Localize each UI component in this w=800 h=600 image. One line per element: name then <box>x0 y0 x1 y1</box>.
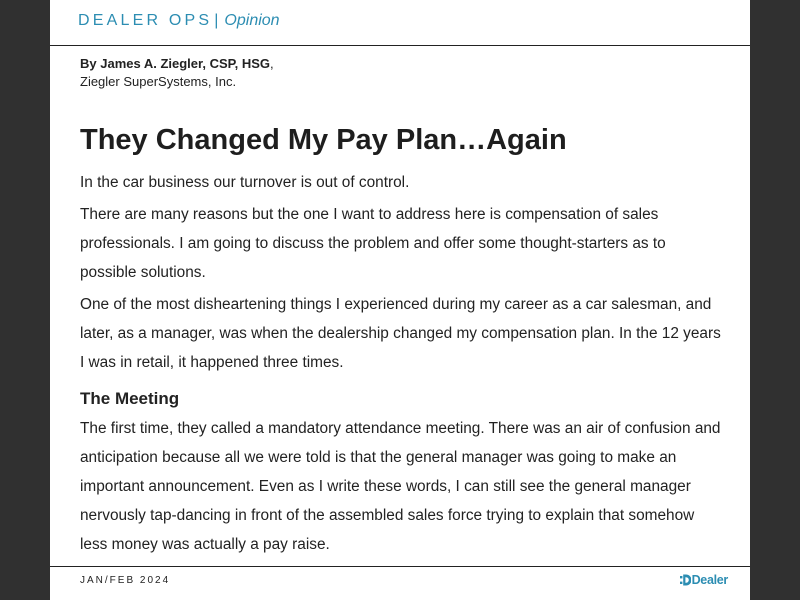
header-rule <box>50 45 750 46</box>
section-header <box>78 12 280 34</box>
issue-date: JAN/FEB 2024 <box>80 575 171 586</box>
header-separator: | <box>214 12 219 29</box>
byline <box>80 55 274 91</box>
author-name: By James A. Ziegler, CSP, HSG <box>80 56 271 71</box>
article-paragraph: There are many reasons but the one I want to address here is compensation of sales professionals. I am going to discuss the problem and offer some thought-starters as to possible solutions. <box>80 206 666 281</box>
article-paragraph: In the car business our turnover is out of control. <box>80 174 410 191</box>
article-paragraph: The first time, they called a mandatory attendance meeting. There was an air of confusion and anticipation because all we were told is that the general manager was going to make an important announcement. Even as I write these words, I can still see the general manager nervously tap-dancing in front of the assembled sales force trying to explain that somehow less money was actually a pay raise. <box>80 420 721 553</box>
author-company: Ziegler SuperSystems, Inc. <box>80 74 237 89</box>
article-subhead: The Meeting <box>80 389 180 408</box>
author-suffix: , <box>270 56 274 71</box>
magazine-page <box>50 0 750 600</box>
section-name: DEALER OPS <box>78 12 213 29</box>
dealer-logo <box>680 573 728 587</box>
footer-rule <box>50 566 750 567</box>
d-logo-icon <box>680 574 691 586</box>
logo-text: Dealer <box>691 573 728 587</box>
article-paragraph: One of the most disheartening things I experienced during my career as a car salesman, and later, as a manager, was when the dealership changed my compensation plan. In the 12 years I was in retail, it happened three times. <box>80 296 721 371</box>
article-title: They Changed My Pay Plan…Again <box>80 124 567 156</box>
article-body <box>80 121 724 553</box>
section-kind: Opinion <box>224 12 280 29</box>
